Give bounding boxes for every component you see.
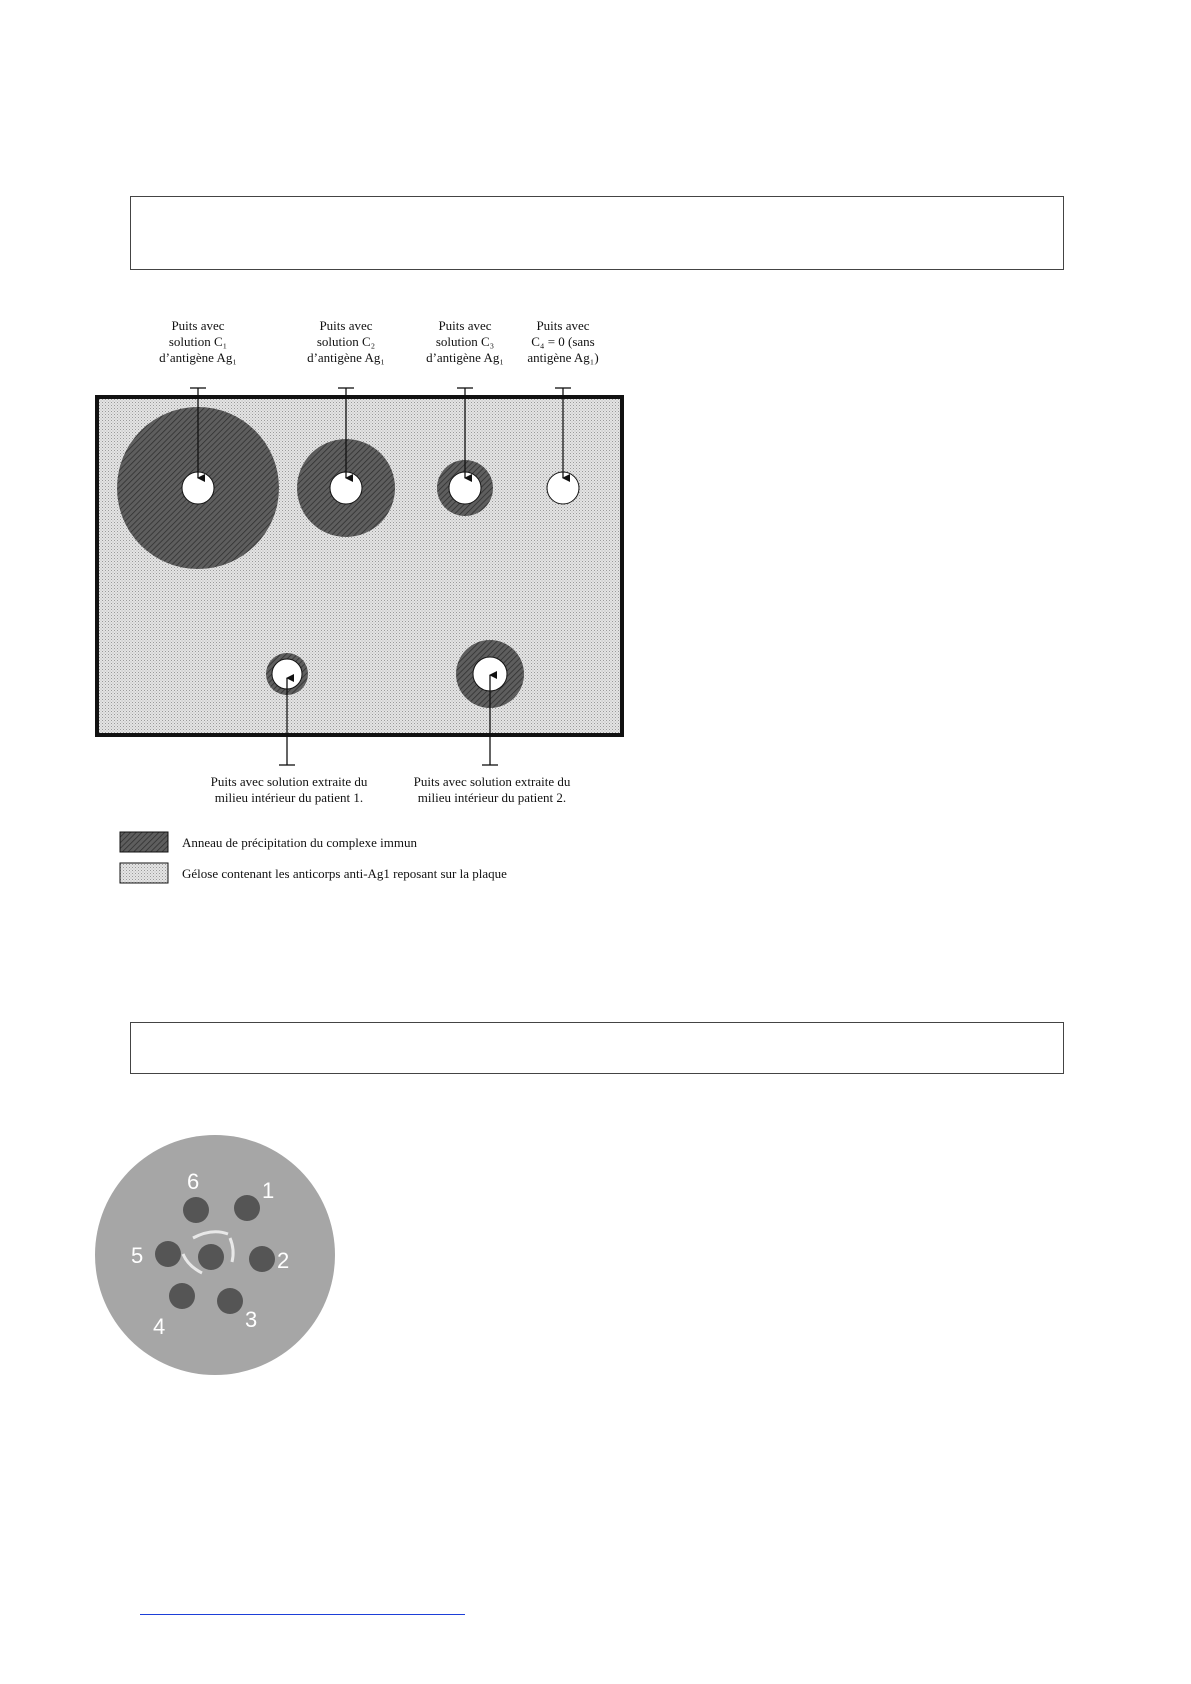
peripheral-well-3 [217, 1288, 243, 1314]
label-well-c3: Puits avec solution C₃ d’antigène Ag₁ [426, 318, 504, 365]
empty-text-box-2 [130, 1022, 1064, 1074]
peripheral-well-4 [169, 1283, 195, 1309]
well-number-5: 5 [131, 1243, 144, 1268]
central-well [198, 1244, 224, 1270]
legend-ring-label: Anneau de précipitation du complexe immun [182, 835, 418, 850]
label-well-patient1: Puits avec solution extraite du milieu intérieur du patient 1. [210, 774, 368, 805]
peripheral-well-2 [249, 1246, 275, 1272]
legend-gel-label: Gélose contenant les anticorps anti-Ag1 reposant sur la plaque [182, 866, 507, 881]
well-number-2: 2 [277, 1248, 290, 1273]
label-well-patient2: Puits avec solution extraite du milieu intérieur du patient 2. [413, 774, 571, 805]
peripheral-well-6 [183, 1197, 209, 1223]
well-number-1: 1 [262, 1178, 275, 1203]
disc-drawing [90, 1130, 340, 1380]
well-number-6: 6 [187, 1169, 200, 1194]
legend-ring-swatch [120, 832, 168, 852]
empty-text-box-1 [130, 196, 1064, 270]
legend-gel-swatch [120, 863, 168, 883]
double-diffusion-disc-diagram [90, 1130, 340, 1380]
plate-drawing [90, 318, 650, 898]
footnote-separator [140, 1614, 465, 1615]
label-well-c1: Puits avec solution C₁ d’antigène Ag₁ [159, 318, 237, 365]
peripheral-well-1 [234, 1195, 260, 1221]
immunodiffusion-diagram [90, 318, 650, 898]
well-number-3: 3 [245, 1307, 258, 1332]
label-well-c2: Puits avec solution C₂ d’antigène Ag₁ [307, 318, 385, 365]
peripheral-well-5 [155, 1241, 181, 1267]
well-number-4: 4 [153, 1314, 166, 1339]
label-well-c4: Puits avec C₄ = 0 (sans antigène Ag₁) [527, 318, 599, 365]
